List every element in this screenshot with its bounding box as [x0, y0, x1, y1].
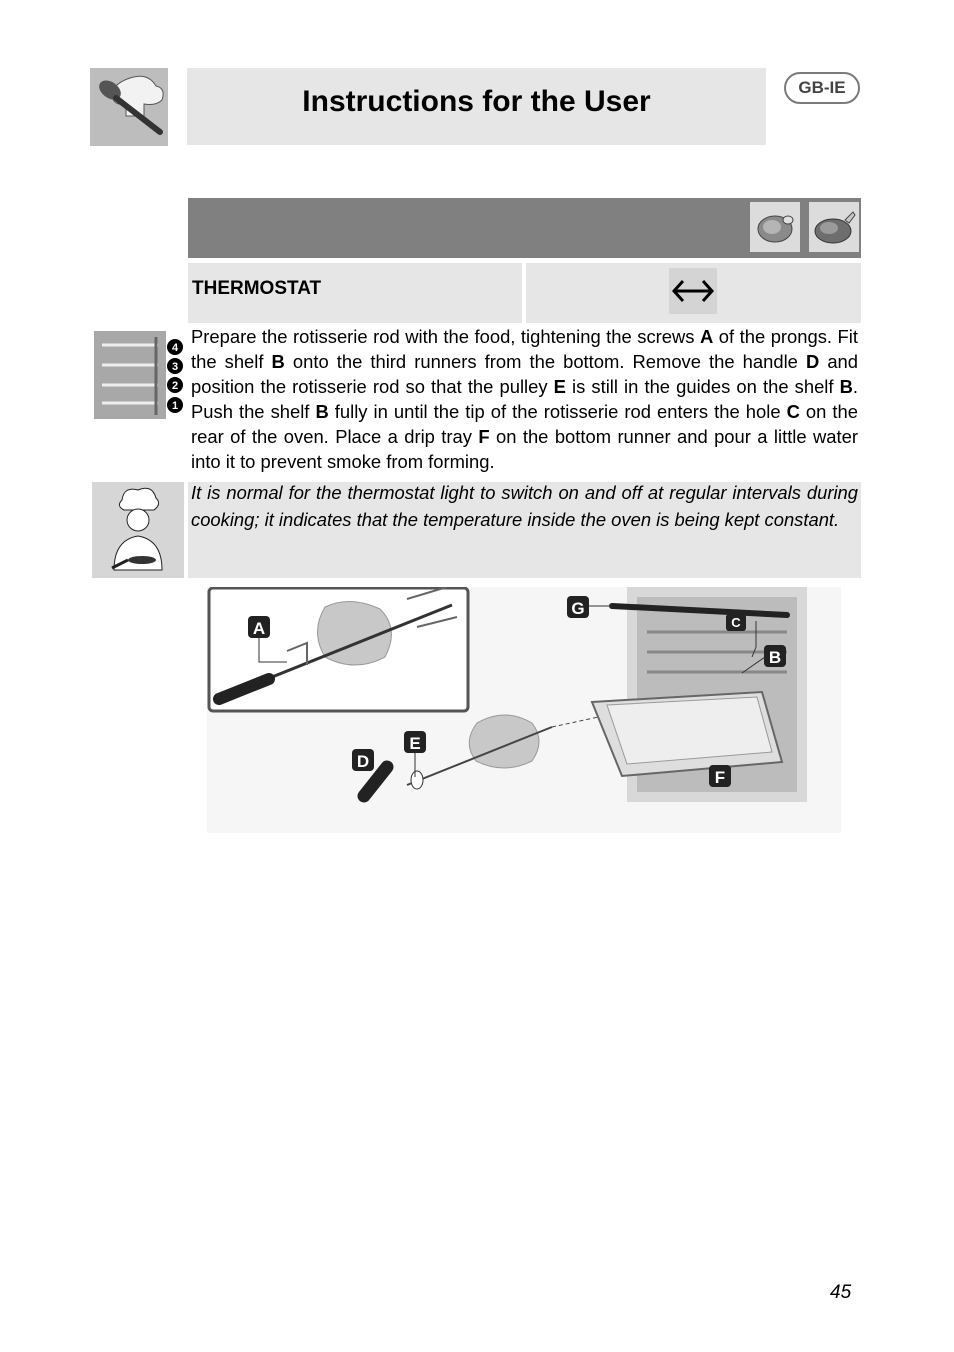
note-text: It is normal for the thermostat light to switch on and off at regular intervals during cooking; it indicates that the temperature inside the oven is being kept constant.	[191, 482, 858, 530]
instruction-paragraph: Prepare the rotisserie rod with the food, tightening the screws A of the prongs. Fit the shelf B onto the third runners from the bottom. Remove the handle D and position the rotisserie rod so that the pulley E is still in the guides on the shelf B. Push the shelf B fully in until the tip of the rotisserie rod enters the hole C on the rear of the oven. Place a drip tray F on the bottom runner and pour a little water into it to prevent smoke from forming.	[191, 326, 858, 472]
language-badge: GB-IE	[784, 72, 860, 104]
runner-level-markers	[164, 337, 186, 417]
page-title: Instructions for the User	[302, 85, 651, 118]
chef-icon	[92, 482, 184, 578]
runner-level-1: 1	[171, 400, 179, 412]
runner-level-4: 4	[171, 342, 179, 354]
label-e: E	[409, 734, 421, 753]
label-f: F	[714, 768, 726, 787]
rotisserie-illustration	[207, 587, 841, 833]
runner-level-3: 3	[171, 361, 179, 373]
roast-meat-icon	[750, 202, 800, 252]
runner-level-2: 2	[171, 380, 179, 392]
label-g: G	[571, 599, 585, 618]
label-d: D	[356, 752, 370, 771]
page-number: 45	[830, 1282, 852, 1303]
label-c: C	[731, 615, 741, 630]
roast-chicken-icon	[809, 202, 859, 252]
label-b: B	[768, 648, 782, 667]
label-a: A	[252, 619, 266, 638]
spoon-chef-hat-logo	[90, 68, 168, 146]
oven-runners-icon	[94, 331, 166, 419]
double-arrow-icon	[669, 268, 717, 314]
thermostat-label: THERMOSTAT	[192, 278, 322, 299]
